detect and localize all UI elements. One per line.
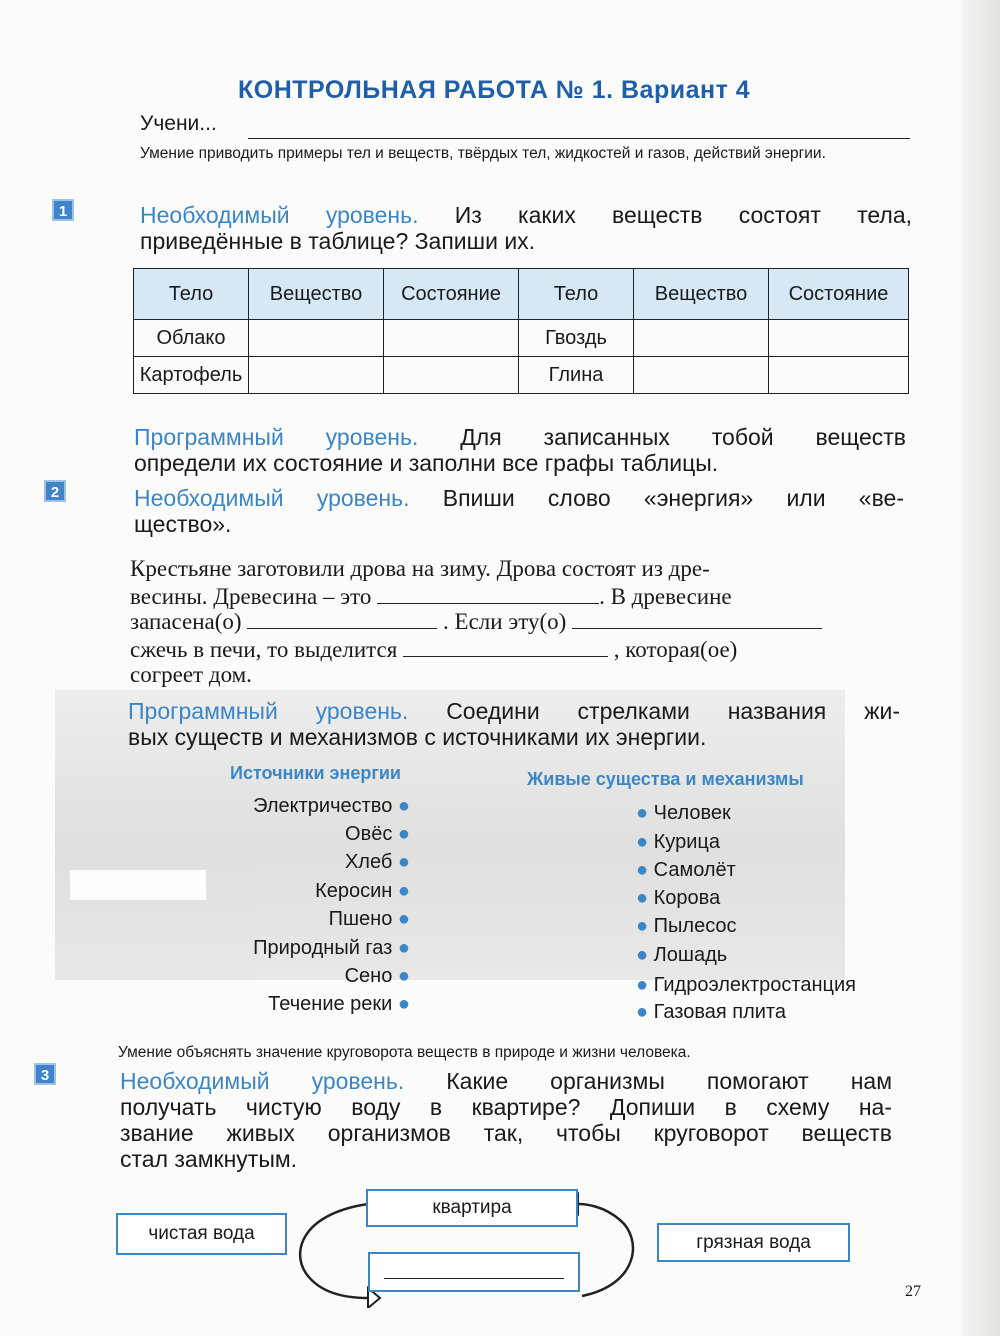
connector-dot[interactable]: ● — [397, 937, 410, 959]
source-item[interactable] — [253, 937, 410, 960]
story-text: запасена(о) — [130, 609, 242, 634]
answer-blank[interactable] — [572, 628, 822, 629]
task2-instruction — [134, 485, 904, 537]
level-label: Программный уровень. — [128, 698, 409, 724]
page-number: 27 — [905, 1283, 921, 1300]
table-header-row — [134, 269, 909, 320]
level-label: Программный уровень. — [134, 424, 419, 450]
target-label: Гидроэлектростанция — [653, 974, 856, 996]
task1-prog-line1: Для записанных тобой веществ — [460, 424, 906, 450]
connector-dot[interactable]: ● — [636, 802, 649, 824]
table-answer-cell[interactable] — [384, 357, 519, 394]
task2-line1: Впиши слово «энергия» или «ве- — [442, 485, 905, 511]
target-item[interactable] — [636, 915, 737, 938]
table-row — [134, 320, 909, 357]
table-header: Вещество — [634, 269, 769, 320]
task1-line2: приведённые в таблице? Запиши их. — [140, 228, 536, 254]
task3-line4: стал замкнутым. — [120, 1146, 298, 1172]
story-text: , которая(ое) — [613, 637, 738, 662]
connector-dot[interactable]: ● — [636, 831, 649, 853]
story-line-4 — [130, 637, 737, 663]
dirty-water-box: грязная вода — [657, 1223, 850, 1262]
task1-instruction — [140, 202, 912, 254]
table-row — [134, 357, 909, 394]
targets-title: Живые существа и механизмы — [527, 769, 804, 789]
table-answer-cell[interactable] — [249, 320, 384, 357]
target-label: Курица — [653, 831, 720, 853]
table-answer-cell[interactable] — [634, 320, 769, 357]
connector-dot[interactable]: ● — [397, 965, 410, 987]
connector-dot[interactable]: ● — [636, 859, 649, 881]
target-item[interactable] — [636, 802, 731, 825]
bodies-table — [133, 268, 909, 394]
target-item[interactable] — [636, 974, 856, 997]
task-number-1: 1 — [52, 199, 74, 221]
source-label: Керосин — [315, 880, 393, 902]
table-cell: Картофель — [134, 357, 249, 394]
target-item[interactable] — [636, 1001, 786, 1024]
task1-line1: Из каких веществ состоят тела, — [454, 202, 912, 228]
table-cell: Облако — [134, 320, 249, 357]
level-label: Необходимый уровень. — [140, 202, 419, 228]
task2-line2: щество». — [134, 511, 232, 537]
skill-description-2: Умение объяснять значение круговорота веществ в природе и жизни человека. — [118, 1044, 691, 1061]
source-item[interactable] — [345, 851, 410, 874]
connector-dot[interactable]: ● — [397, 823, 410, 845]
connector-dot[interactable]: ● — [397, 993, 410, 1015]
target-item[interactable] — [636, 859, 736, 882]
connector-dot[interactable]: ● — [636, 944, 649, 966]
source-label: Течение реки — [268, 993, 393, 1015]
answer-blank[interactable] — [377, 603, 599, 604]
pupil-label: Учени... — [140, 112, 217, 135]
source-label: Хлеб — [344, 851, 393, 873]
pupil-name-line[interactable] — [248, 138, 910, 139]
source-item[interactable] — [345, 823, 410, 846]
task3-instruction — [120, 1068, 892, 1172]
source-item[interactable] — [345, 965, 410, 988]
target-item[interactable] — [636, 887, 720, 910]
story-line-1: Крестьяне заготовили дрова на зиму. Дрова состоят из дре- — [130, 556, 710, 581]
table-cell: Гвоздь — [519, 320, 634, 357]
story-line-5: согреет дом. — [130, 662, 252, 687]
table-answer-cell[interactable] — [769, 357, 909, 394]
level-label: Необходимый уровень. — [134, 485, 410, 511]
table-cell: Глина — [519, 357, 634, 394]
target-label: Газовая плита — [653, 1001, 786, 1023]
connector-dot[interactable]: ● — [397, 908, 410, 930]
target-label: Пылесос — [653, 915, 737, 937]
task-number-3: 3 — [34, 1063, 56, 1085]
table-answer-cell[interactable] — [769, 320, 909, 357]
table-header: Тело — [134, 269, 249, 320]
source-item[interactable] — [253, 795, 410, 818]
story-line-2 — [130, 584, 732, 610]
task2-program-level — [128, 698, 900, 750]
table-header: Вещество — [249, 269, 384, 320]
source-label: Сено — [344, 965, 393, 987]
table-answer-cell[interactable] — [384, 320, 519, 357]
source-label: Электричество — [253, 795, 393, 817]
skill-description-1: Умение приводить примеры тел и веществ, твёрдых тел, жидкостей и газов, действий энергии. — [140, 145, 826, 162]
table-header: Состояние — [384, 269, 519, 320]
story-text: . Если эту(о) — [443, 609, 567, 634]
story-text: весины. Древесина – это — [130, 584, 372, 609]
connector-dot[interactable]: ● — [636, 915, 649, 937]
task2-prog-line1: Соедини стрелками названия жи- — [446, 698, 901, 724]
story-line-3 — [130, 609, 822, 635]
source-item[interactable] — [315, 880, 410, 903]
answer-blank[interactable] — [384, 1278, 564, 1279]
table-answer-cell[interactable] — [634, 357, 769, 394]
target-item[interactable] — [636, 944, 727, 967]
story-text: . В древесине — [599, 584, 732, 609]
level-label: Необходимый уровень. — [120, 1068, 405, 1094]
table-answer-cell[interactable] — [249, 357, 384, 394]
task3-line2: получать чистую воду в квартире? Допиши в схему на- — [120, 1094, 892, 1120]
source-label: Овёс — [345, 823, 393, 845]
source-label: Природный газ — [253, 937, 393, 959]
connector-dot[interactable]: ● — [397, 851, 410, 873]
connector-dot[interactable]: ● — [397, 880, 410, 902]
task3-line1: Какие организмы помогают нам — [446, 1068, 893, 1094]
page-edge — [962, 0, 1000, 1336]
page-title: КОНТРОЛЬНАЯ РАБОТА № 1. Вариант 4 — [238, 76, 751, 104]
target-label: Лошадь — [653, 944, 728, 966]
target-label: Человек — [653, 802, 731, 824]
connector-dot[interactable]: ● — [397, 795, 410, 817]
task1-prog-line2: определи их состояние и заполни все графы таблицы. — [134, 450, 719, 476]
answer-blank[interactable] — [403, 656, 608, 657]
source-label: Пшено — [328, 908, 393, 930]
apartment-box: квартира — [366, 1189, 578, 1227]
sources-title: Источники энергии — [230, 763, 401, 783]
organisms-answer-box[interactable] — [368, 1252, 580, 1292]
task2-prog-line2: вых существ и механизмов с источниками их энергии. — [128, 724, 707, 750]
table-header: Состояние — [769, 269, 909, 320]
story-text: сжечь в печи, то выделится — [130, 637, 398, 662]
answer-blank[interactable] — [247, 628, 437, 629]
connector-dot[interactable]: ● — [636, 887, 649, 909]
clean-water-box: чистая вода — [116, 1213, 287, 1255]
target-label: Корова — [653, 887, 721, 909]
task-number-2: 2 — [44, 480, 66, 502]
source-item[interactable] — [329, 908, 410, 931]
connector-dot[interactable]: ● — [636, 974, 649, 996]
source-item[interactable] — [268, 993, 410, 1016]
task3-line3: звание живых организмов так, чтобы круговорот веществ — [120, 1120, 892, 1146]
task1-program-level — [134, 424, 906, 476]
target-item[interactable] — [636, 831, 720, 854]
target-label: Самолёт — [653, 859, 736, 881]
table-header: Тело — [519, 269, 634, 320]
connector-dot[interactable]: ● — [636, 1001, 649, 1023]
